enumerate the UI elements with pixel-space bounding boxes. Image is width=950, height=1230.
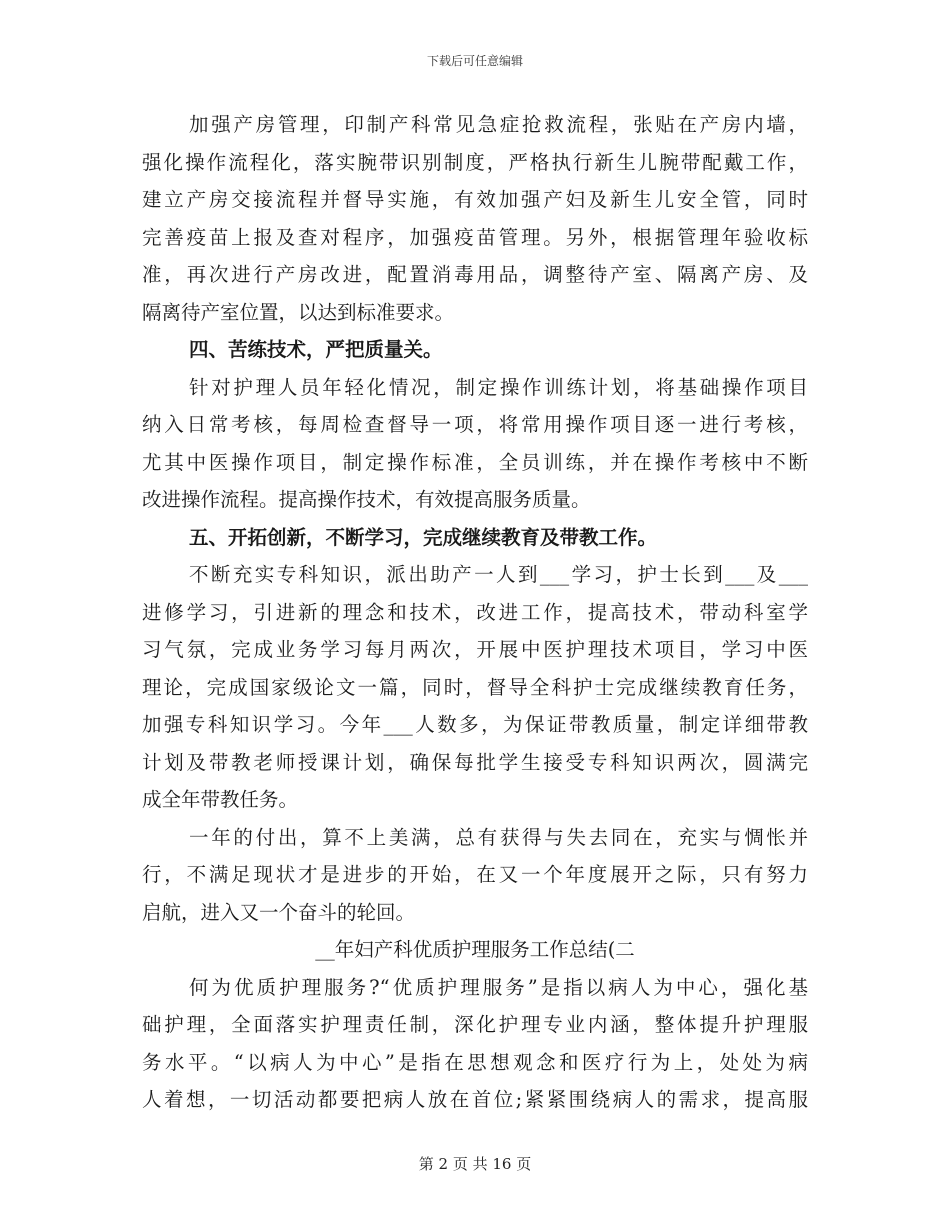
paragraph-line: 纳入日常考核，每周检查督导一项，将常用操作项目逐一进行考核， bbox=[142, 413, 808, 436]
paragraph-line: 尤其中医操作项目，制定操作标准，全员训练，并在操作考核中不断 bbox=[142, 450, 808, 474]
paragraph-line: 计划及带教老师授课计划，确保每批学生接受专科知识两次，圆满完 bbox=[142, 750, 808, 774]
paragraph-first-line: 不断充实专科知识，派出助产一人到___学习，护士长到___及___ bbox=[189, 563, 808, 586]
paragraph-line: 准，再次进行产房改进，配置消毒用品，调整待产室、隔离产房、及 bbox=[142, 263, 808, 286]
paragraph-line: 进修学习，引进新的理念和技术，改进工作，提高技术，带动科室学 bbox=[142, 600, 808, 624]
paragraph-first-line: 一年的付出，算不上美满，总有获得与失去同在，充实与惆怅并 bbox=[189, 825, 808, 849]
section-heading: 四、苦练技术，严把质量关。 bbox=[189, 338, 443, 361]
paragraph-line: 础护理，全面落实护理责任制，深化护理专业内涵，整体提升护理服 bbox=[142, 1013, 808, 1036]
page-footer: 第 2 页 共 16 页 bbox=[418, 1155, 532, 1173]
paragraph-line: 强化操作流程化，落实腕带识别制度，严格执行新生儿腕带配戴工作， bbox=[142, 150, 808, 174]
paragraph-line: 建立产房交接流程并督导实施，有效加强产妇及新生儿安全管，同时 bbox=[142, 188, 808, 211]
paragraph-first-line: 何为优质护理服务?“优质护理服务”是指以病人为中心，强化基 bbox=[189, 975, 808, 999]
paragraph-last-line: 改进操作流程。提高操作技术，有效提高服务质量。 bbox=[142, 488, 591, 511]
paragraph-line: 人着想，一切活动都要把病人放在首位;紧紧围绕病人的需求，提高服 bbox=[142, 1088, 808, 1111]
paragraph-line: 行，不满足现状才是进步的开始，在又一个年度展开之际，只有努力 bbox=[142, 863, 808, 886]
paragraph-first-line: 针对护理人员年轻化情况，制定操作训练计划，将基础操作项目 bbox=[189, 375, 808, 399]
page-header: 下载后可任意编辑 bbox=[426, 54, 523, 68]
document-body bbox=[142, 106, 808, 1119]
paragraph-last-line: 隔离待产室位置，以达到标准要求。 bbox=[142, 300, 455, 324]
paragraph-line: 务水平。“以病人为中心”是指在思想观念和医疗行为上，处处为病 bbox=[142, 1050, 808, 1074]
paragraph-line: 完善疫苗上报及查对程序，加强疫苗管理。另外，根据管理年验收标 bbox=[142, 225, 808, 249]
paragraph-first-line: 加强产房管理，印制产科常见急症抢救流程，张贴在产房内墙， bbox=[189, 113, 808, 136]
paragraph-line: 习气氛，完成业务学习每月两次，开展中医护理技术项目，学习中医 bbox=[142, 638, 808, 661]
paragraph-line: 理论，完成国家级论文一篇，同时，督导全科护士完成继续教育任务， bbox=[142, 675, 808, 699]
paragraph-last-line: 成全年带教任务。 bbox=[142, 788, 299, 811]
paragraph-line: 加强专科知识学习。今年___人数多，为保证带教质量，制定详细带教 bbox=[142, 713, 808, 736]
paragraph-last-line: 启航，进入又一个奋斗的轮回。 bbox=[142, 900, 416, 924]
section-title: __年妇产科优质护理服务工作总结(二 bbox=[315, 938, 635, 961]
section-heading: 五、开拓创新，不断学习，完成继续教育及带教工作。 bbox=[189, 525, 658, 549]
